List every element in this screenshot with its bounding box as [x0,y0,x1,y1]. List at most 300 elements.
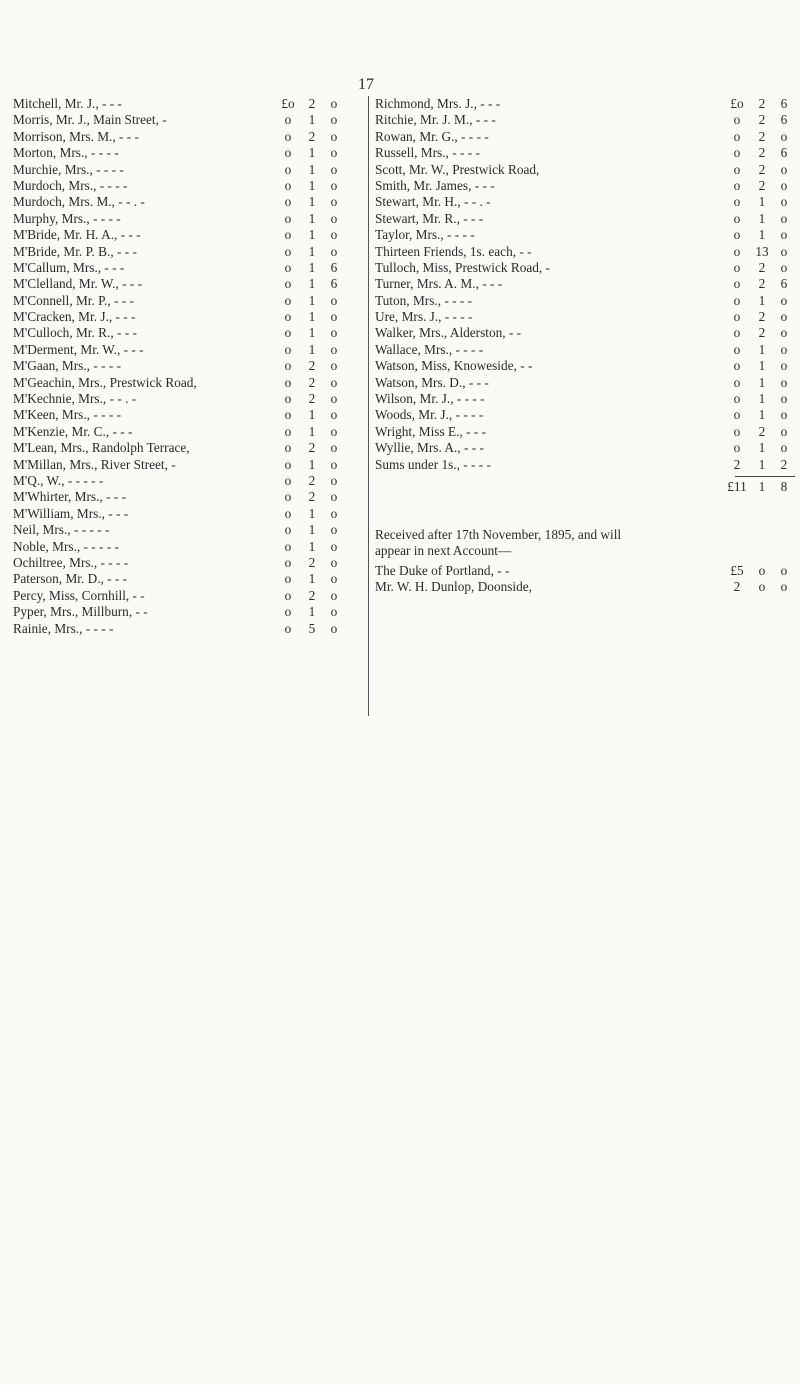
amount [723,162,795,178]
pence: 6 [780,145,788,161]
amount [723,375,795,391]
pounds: o [733,259,741,275]
pounds: o [284,161,292,177]
shillings: 2 [308,128,316,144]
pounds: o [733,112,741,128]
amount [723,342,795,358]
subscription-entry [13,424,345,440]
amount [723,194,795,210]
amount [275,457,345,473]
subscriber-name: Mr. W. H. Dunlop, Doonside, [375,579,532,595]
shillings: 2 [308,489,316,505]
subscriber-name: Richmond, Mrs. J., - - - [375,96,501,111]
pence: o [330,456,338,472]
subscriber-name: Russell, Mrs., - - - - [375,145,480,161]
subscriber-name: Sums under 1s., - - - - [375,456,491,472]
subscriber-name: Murchie, Mrs., - - - - [13,161,124,177]
pounds: o [284,341,292,357]
amount [723,276,795,292]
shillings: 2 [758,96,766,111]
subscriber-name: Murdoch, Mrs., - - - - [13,177,128,193]
subscription-entry [375,563,795,579]
amount [723,96,795,112]
subscription-entry [375,293,795,309]
subscription-entry [13,555,345,571]
pounds: o [733,325,741,341]
page-number: 17 [358,76,374,93]
amount [275,145,345,161]
amount [275,211,345,227]
amount [275,375,345,391]
pounds: o [284,391,292,407]
pence: o [780,562,788,578]
shillings: 2 [758,177,766,193]
amount [723,211,795,227]
shillings: o [758,579,766,595]
pence: o [780,292,788,308]
shillings: 1 [308,276,316,292]
pence: o [330,407,338,423]
subscription-entry [13,522,345,538]
amount [275,309,345,325]
shillings: 1 [758,358,766,374]
pounds: o [284,571,292,587]
pounds: o [733,341,741,357]
pence: 2 [780,456,788,472]
subscriber-name: The Duke of Portland, - - [375,562,510,578]
pence: o [330,620,338,636]
amount [275,325,345,341]
pence: o [780,341,788,357]
shillings: 1 [308,227,316,243]
pounds: o [733,227,741,243]
amount [723,457,795,473]
subscription-entry [13,621,345,637]
shillings: 2 [758,128,766,144]
subscription-entry [13,358,345,374]
subscriber-name: Woods, Mr. J., - - - - [375,407,484,423]
amount [275,473,345,489]
shillings: 1 [308,325,316,341]
subscriber-name: Taylor, Mrs., - - - - [375,227,475,243]
left-subscription-column [13,96,345,637]
amount [275,194,345,210]
subscriber-name: M'Culloch, Mr. R., - - - [13,325,137,341]
subscriber-name: Rainie, Mrs., - - - - [13,620,114,636]
subscriber-name: Pyper, Mrs., Millburn, - - [13,604,148,620]
subscriber-name: Murdoch, Mrs. M., - - . - [13,194,145,210]
subscriber-name: M'Millan, Mrs., River Street, - [13,456,176,472]
subscription-entry [13,145,345,161]
total-pounds: £11 [727,478,747,494]
subscriber-name: Tuton, Mrs., - - - - [375,292,473,308]
total-pence: 8 [780,478,788,494]
shillings: 1 [758,292,766,308]
pence: o [330,522,338,538]
pence: o [330,374,338,390]
shillings: 2 [758,423,766,439]
pounds: o [733,309,741,325]
shillings: 1 [308,243,316,259]
subscriber-name: M'Gaan, Mrs., - - - - [13,358,122,374]
subscription-entry [375,194,795,210]
pence: o [330,341,338,357]
pounds: £o [730,96,744,111]
subscriber-name: M'Lean, Mrs., Randolph Terrace, [13,440,190,456]
subscription-entry [375,407,795,423]
pence: o [780,177,788,193]
amount [275,96,345,112]
amount [275,506,345,522]
subscription-entry [375,260,795,276]
subscription-entry [13,244,345,260]
pounds: o [733,292,741,308]
pounds: o [284,604,292,620]
pounds: o [284,587,292,603]
subscriber-name: M'Bride, Mr. P. B., - - - [13,243,137,259]
shillings: 1 [308,341,316,357]
amount [723,145,795,161]
pounds: o [733,374,741,390]
subscriber-name: Mitchell, Mr. J., - - - [13,96,122,111]
subscriber-name: M'William, Mrs., - - - [13,505,129,521]
amount [275,244,345,260]
shillings: 2 [758,259,766,275]
subscription-entry [375,309,795,325]
amount [723,178,795,194]
pounds: o [733,423,741,439]
subscription-entry [375,227,795,243]
pence: o [330,227,338,243]
subscription-entry [13,473,345,489]
pence: 6 [780,112,788,128]
amount [723,440,795,456]
subscription-entry [13,293,345,309]
amount [723,407,795,423]
subscription-entry [375,178,795,194]
amount [723,309,795,325]
pounds: o [284,358,292,374]
amount [275,276,345,292]
shillings: 1 [308,522,316,538]
subscriber-name: Ure, Mrs. J., - - - - [375,309,473,325]
pounds: £o [281,96,295,111]
amount [275,424,345,440]
pounds: o [733,407,741,423]
shillings: 1 [758,227,766,243]
pounds: o [733,210,741,226]
pence: o [780,210,788,226]
total-amount [723,479,795,495]
pence: o [780,423,788,439]
subscription-entry [13,227,345,243]
pounds: o [284,276,292,292]
subscription-entry [13,112,345,128]
subscriber-name: M'Clelland, Mr. W., - - - [13,276,143,292]
pounds: o [733,276,741,292]
subscriber-name: Wallace, Mrs., - - - - [375,341,484,357]
pence: o [780,227,788,243]
shillings: 1 [308,571,316,587]
pence: o [780,309,788,325]
shillings: 1 [758,456,766,472]
shillings: 2 [758,161,766,177]
pounds: o [733,194,741,210]
amount [275,227,345,243]
amount [723,244,795,260]
pounds: o [733,440,741,456]
subscription-entry [13,457,345,473]
right-subscription-column [368,96,795,716]
amount [275,621,345,637]
pounds: o [284,538,292,554]
shillings: 1 [308,423,316,439]
pence: 6 [780,96,788,111]
pence: o [330,145,338,161]
subscription-entry [13,194,345,210]
subscription-entry [13,178,345,194]
amount [275,391,345,407]
subscriber-name: M'Callum, Mrs., - - - [13,259,125,275]
pence: o [330,177,338,193]
shillings: 1 [308,210,316,226]
subscriber-name: Noble, Mrs., - - - - - [13,538,119,554]
amount [275,129,345,145]
amount [723,391,795,407]
subscriber-name: Percy, Miss, Cornhill, - - [13,587,145,603]
pounds: o [284,309,292,325]
amount [275,112,345,128]
subscription-entry [375,375,795,391]
pence: o [780,161,788,177]
shillings: 1 [758,407,766,423]
amount [723,112,795,128]
subscriber-name: Watson, Mrs. D., - - - [375,374,489,390]
subscription-entry [13,375,345,391]
amount [723,260,795,276]
shillings: 1 [308,309,316,325]
pence: o [330,538,338,554]
subscriber-name: Morton, Mrs., - - - - [13,145,119,161]
shillings: 1 [308,259,316,275]
shillings: 1 [308,538,316,554]
pounds: o [284,440,292,456]
shillings: 5 [308,620,316,636]
subscriber-name: Murphy, Mrs., - - - - [13,210,121,226]
pence: o [330,472,338,488]
pounds: o [284,423,292,439]
shillings: 13 [755,243,769,259]
subscriber-name: Wyllie, Mrs. A., - - - [375,440,484,456]
pence: o [330,194,338,210]
amount [723,358,795,374]
pounds: o [284,489,292,505]
shillings: 1 [308,505,316,521]
amount [275,555,345,571]
subscription-entry [375,342,795,358]
received-after-note: Received after 17th November, 1895, and will appear in next Account— [375,526,622,558]
subscription-entry [13,276,345,292]
shillings: 1 [308,145,316,161]
pence: o [780,194,788,210]
pounds: o [733,161,741,177]
amount [723,563,795,579]
pence: o [780,358,788,374]
subscriber-name: Wright, Miss E., - - - [375,423,486,439]
amount [275,604,345,620]
shillings: 2 [758,276,766,292]
pounds: o [284,292,292,308]
pounds: o [284,243,292,259]
subscription-entry [13,162,345,178]
pence: o [330,210,338,226]
subscriber-name: M'Derment, Mr. W., - - - [13,341,144,357]
subscriber-name: M'Geachin, Mrs., Prestwick Road, [13,374,197,390]
subscription-entry [13,588,345,604]
subscription-entry [13,506,345,522]
pounds: £5 [730,562,744,578]
subscription-entry [375,457,795,473]
subscription-entry [375,276,795,292]
subscriber-name: Tulloch, Miss, Prestwick Road, - [375,259,550,275]
subscription-entry [375,162,795,178]
subscription-entry [375,145,795,161]
amount [723,293,795,309]
pounds: o [284,194,292,210]
total-row [375,479,795,499]
shillings: 1 [758,391,766,407]
subscription-entry [13,96,345,112]
pence: o [330,604,338,620]
shillings: 1 [308,112,316,128]
total-shillings: 1 [758,478,766,494]
shillings: o [758,562,766,578]
pounds: o [284,620,292,636]
pence: o [780,579,788,595]
subscriber-name: M'Q., W., - - - - - [13,472,104,488]
subscriber-name: Wilson, Mr. J., - - - - [375,391,485,407]
subscription-entry [13,489,345,505]
pounds: o [733,243,741,259]
shillings: 2 [758,325,766,341]
shillings: 1 [758,440,766,456]
subscription-entry [13,571,345,587]
pence: o [330,128,338,144]
shillings: 2 [308,358,316,374]
pounds: o [284,259,292,275]
subscriber-name: Walker, Mrs., Alderston, - - [375,325,522,341]
pence: o [330,587,338,603]
subscription-entry [375,325,795,341]
subscription-entry [13,604,345,620]
amount [275,162,345,178]
shillings: 1 [758,210,766,226]
amount [723,227,795,243]
shillings: 1 [308,177,316,193]
shillings: 1 [308,194,316,210]
subscriber-name: Thirteen Friends, 1s. each, - - [375,243,532,259]
shillings: 2 [308,374,316,390]
pounds: o [284,456,292,472]
subscription-entry [375,579,795,595]
amount [275,178,345,194]
subscriber-name: M'Keen, Mrs., - - - - [13,407,122,423]
subscription-entry [13,391,345,407]
pounds: o [284,407,292,423]
subscription-entry [375,244,795,260]
shillings: 2 [308,472,316,488]
subscription-entry [375,440,795,456]
subscription-entry [375,424,795,440]
shillings: 2 [308,587,316,603]
amount [723,424,795,440]
subscription-entry [13,407,345,423]
subscription-entry [375,96,795,112]
subscription-entry [375,358,795,374]
shillings: 2 [308,554,316,570]
subscriber-name: M'Kechnie, Mrs., - - . - [13,391,137,407]
pence: o [330,358,338,374]
subscriber-name: Turner, Mrs. A. M., - - - [375,276,503,292]
pence: 6 [330,276,338,292]
pence: o [330,554,338,570]
subscription-entry [13,325,345,341]
pence: 6 [330,259,338,275]
subscriber-name: M'Cracken, Mr. J., - - - [13,309,136,325]
pounds: o [284,227,292,243]
pence: o [330,243,338,259]
pence: o [780,259,788,275]
subscription-entry [375,391,795,407]
shillings: 1 [758,341,766,357]
shillings: 2 [758,309,766,325]
shillings: 2 [758,145,766,161]
pounds: o [284,177,292,193]
pence: o [330,292,338,308]
pence: o [330,325,338,341]
shillings: 1 [758,194,766,210]
amount [275,358,345,374]
shillings: 2 [308,96,316,111]
amount [275,342,345,358]
pence: o [780,325,788,341]
subscriber-name: Stewart, Mr. R., - - - [375,210,484,226]
amount [275,293,345,309]
pounds: o [284,210,292,226]
amount [275,440,345,456]
amount [275,260,345,276]
subscriber-name: M'Kenzie, Mr. C., - - - [13,423,133,439]
pence: o [330,423,338,439]
amount [275,571,345,587]
pence: o [330,112,338,128]
pence: o [780,374,788,390]
amount [275,489,345,505]
pence: o [780,407,788,423]
subscriber-name: Neil, Mrs., - - - - - [13,522,110,538]
subscriber-name: Ritchie, Mr. J. M., - - - [375,112,496,128]
pounds: o [284,374,292,390]
subscriber-name: Ochiltree, Mrs., - - - - [13,554,129,570]
amount [275,588,345,604]
amount [723,325,795,341]
pounds: o [733,145,741,161]
shillings: 1 [308,604,316,620]
subscription-entry [375,211,795,227]
subscriber-name: Morris, Mr. J., Main Street, - [13,112,167,128]
shillings: 2 [308,391,316,407]
pounds: o [284,472,292,488]
